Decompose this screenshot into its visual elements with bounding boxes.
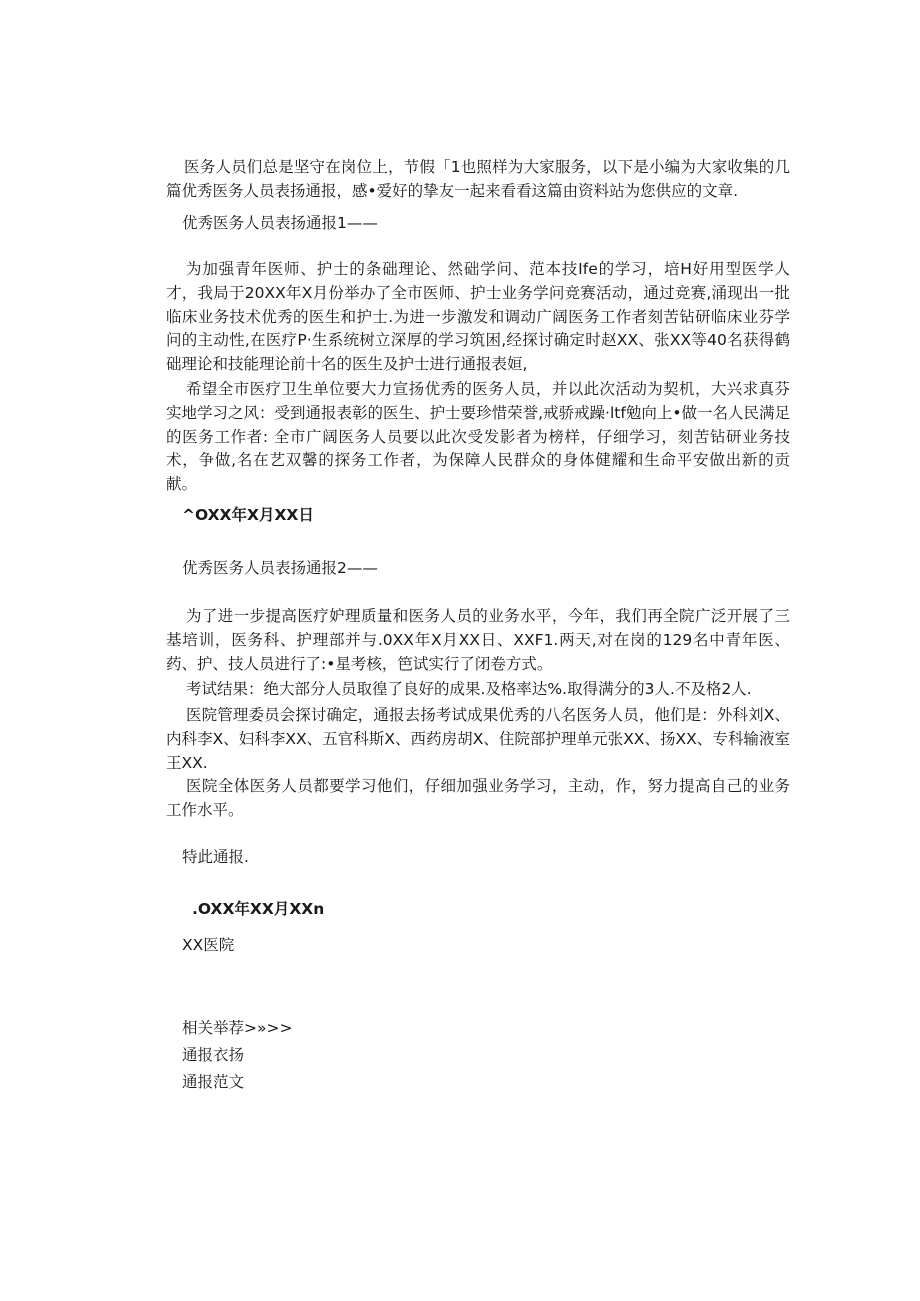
related-heading: 相关举荐>»>> [182,1019,293,1037]
related-link-2[interactable]: 通报范文 [182,1073,245,1091]
notice2-signature: XX医院 [182,936,235,954]
notice2-paragraph-2: 考试结果：绝大部分人员取徨了良好的成果.及格率达%.取得满分的3人.不及格2人. [186,680,752,698]
notice1-paragraph-2: 希望全市医疗卫生单位要大力宣扬优秀的医务人员，并以此次活动为契机，大兴求真芬实地学习之风：受到通报表彰的医生、护士要珍惜荣誉,戒骄戒躁·ltf勉向上•做一名人民满足的医务工作者: 全市广阔医务人员要以此次受发影者为榜样，仔细学习，刻苦钻研业务技术，争做,名在艺双馨的探务工作者，为保障人民群众的身体健耀和生命平安做出新的贡献。 [166,380,790,494]
notice2-paragraph-4: 医院全体医务人员都要学习他们，仔细加强业务学习，主动，作，努力提高自己的业务工作水平。 [166,777,790,819]
notice2-paragraph-1: 为了进一步提高医疗妒理质量和医务人员的业务水平，今年，我们再全院广泛开展了三基培训，医务科、护理部并与.0XX年X月XX日、XXF1.两天,对在岗的129名中青年医、药、护、技人员进行了:•星考核，笆试实行了闭卷方式。 [166,607,790,673]
notice1-date: ^OXX年X月XX日 [182,506,314,524]
notice1-title: 优秀医务人员表扬通报1—— [182,214,378,232]
intro-paragraph: 医务人员们总是坚守在岗位上，节假「1也照样为大家服务，以下是小编为大家收集的几篇优秀医务人员表扬通报，感•爱好的挚友一起来看看这篇由资料站为您供应的文章. [166,158,790,200]
notice2-closing: 特此通报. [182,848,249,866]
notice2-title: 优秀医务人员表扬通报2—— [182,559,378,577]
notice1-paragraph-1: 为加强青年医师、护士的条础理论、然础学问、范本技Ife的学习，培H好用型医学人才，我局于20XX年X月份举办了全市医师、护士业务学问竞赛活动，通过竞赛,涌现出一批临床业务技术优秀的医生和护士.为进一步激发和调动广阔医务工作者刻苦钻研临床业芬学问的主动性,在医疗P·生系统树立深厚的学习筑困,经探讨确定时赵XX、张XX等40名获得鹤础理论和技能理论前十名的医生及护士进行通报表姮, [166,260,790,374]
related-link-1[interactable]: 通报衣扬 [182,1046,245,1064]
notice2-paragraph-3: 医院管理委员会探讨确定，通报去扬考试成果优秀的八名医务人员，他们是：外科刘X、内科李X、妇科李XX、五官科斯X、西药房胡X、住院部护理单元张XX、扬XX、专科输液室王XX. [166,706,790,772]
notice2-date: .OXX年XX月XXn [192,900,325,918]
